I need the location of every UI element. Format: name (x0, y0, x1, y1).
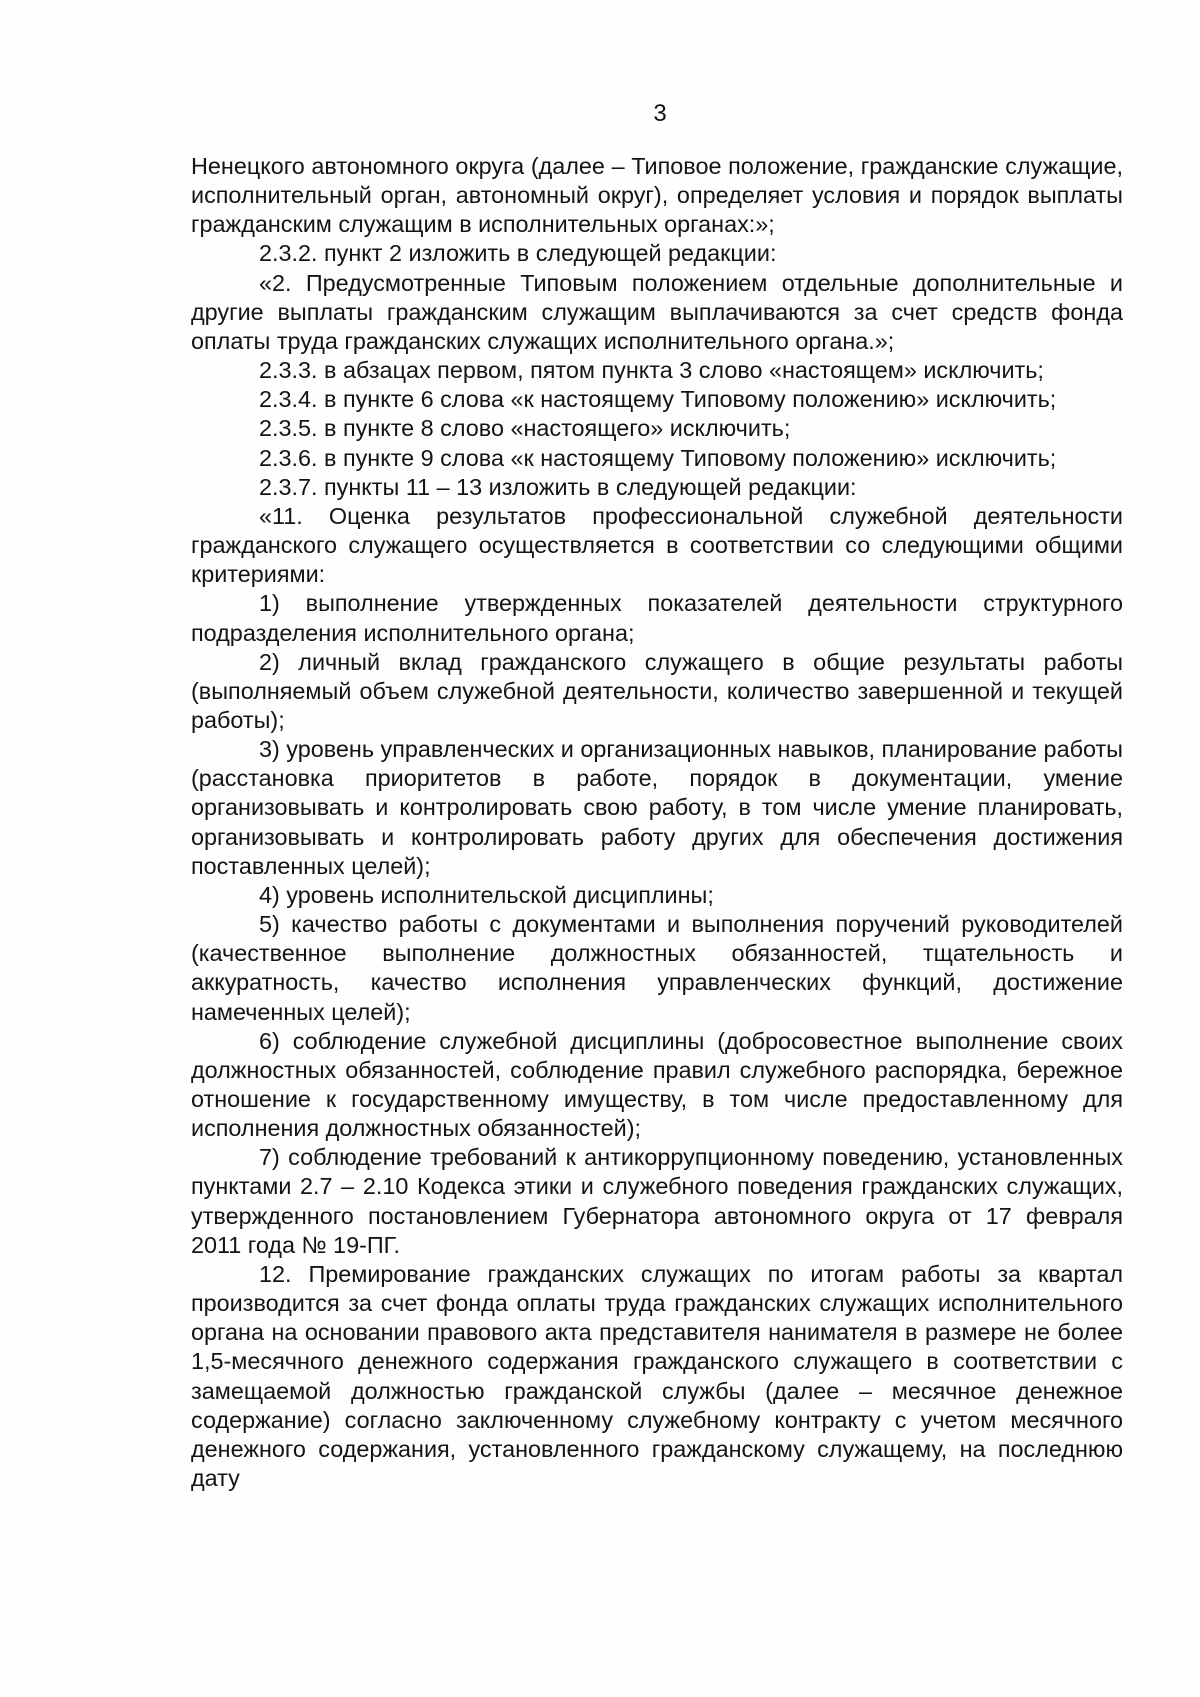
paragraph-point-11: «11. Оценка результатов профессиональной служебной деятельности гражданского служащего осуществляется в соответствии со следующими общими критериями: (191, 502, 1123, 588)
list-item-criterion-4: 4) уровень исполнительской дисциплины; (259, 881, 714, 908)
paragraph-intro-continuation: Ненецкого автономного округа (далее – Типовое положение, гражданские служащие, исполнительный орган, автономный округ), определяет условия и порядок выплаты гражданским служащим в исполнительных органах:»; (191, 153, 1123, 238)
paragraph-point-2: «2. Предусмотренные Типовым положением отдельные дополнительные и другие выплаты гражданским служащим выплачиваются за счет средств фонда оплаты труда гражданских служащих исполнительного органа.»; (191, 269, 1123, 354)
paragraph-2-3-7: 2.3.7. пункты 11 – 13 изложить в следующей редакции: (259, 473, 857, 500)
list-item-criterion-3: 3) уровень управленческих и организационных навыков, планирование работы (расстановка приоритетов в работе, порядок в документации, умение организовывать и контролировать свою работу, в том числе умение планировать, организовывать и контролировать работу других для обеспечения достижения поставленных целей); (191, 736, 1123, 879)
paragraph-point-12: 12. Премирование гражданских служащих по итогам работы за квартал производится за счет фонда оплаты труда гражданских служащих исполнительного органа на основании правового акта представителя нанимателя в размере не более 1,5-месячного денежного содержания гражданского служащего в соответствии с замещаемой должностью гражданской службы (далее – месячное денежное содержание) согласно заключенному служебному контракту с учетом месячного денежного содержания, установленного гражданскому служащему, на последнюю дату (191, 1260, 1123, 1492)
paragraph-2-3-3: 2.3.3. в абзацах первом, пятом пункта 3 слово «настоящем» исключить; (259, 357, 1044, 384)
paragraph-2-3-4: 2.3.4. в пункте 6 слова «к настоящему Типовому положению» исключить; (259, 386, 1057, 413)
list-item-criterion-6: 6) соблюдение служебной дисциплины (добросовестное выполнение своих должностных обязанностей, соблюдение правил служебного распорядка, бережное отношение к государственному имуществу, в том числе предоставленному для исполнения должностных обязанностей); (191, 1027, 1123, 1142)
list-item-criterion-5: 5) качество работы с документами и выполнения поручений руководителей (качественное выполнение должностных обязанностей, тщательность и аккуратность, качество исполнения управленческих функций, достижение намеченных целей); (191, 911, 1123, 1025)
page-number: 3 (653, 100, 667, 127)
paragraph-2-3-5: 2.3.5. в пункте 8 слово «настоящего» исключить; (259, 415, 791, 442)
paragraph-2-3-6: 2.3.6. в пункте 9 слова «к настоящему Типовому положению» исключить; (259, 444, 1057, 471)
list-item-criterion-7: 7) соблюдение требований к антикоррупционному поведению, установленных пунктами 2.7 – 2.10 Кодекса этики и служебного поведения гражданских служащих, утвержденного постановлением Губернатора автономного округа от 17 февраля 2011 года № 19-ПГ. (191, 1144, 1123, 1258)
list-item-criterion-1: 1) выполнение утвержденных показателей деятельности структурного подразделения исполнительного органа; (191, 590, 1123, 646)
paragraph-2-3-2: 2.3.2. пункт 2 изложить в следующей редакции: (259, 240, 777, 267)
list-item-criterion-2: 2) личный вклад гражданского служащего в общие результаты работы (выполняемый объем служебной деятельности, количество завершенной и текущей работы); (191, 648, 1123, 733)
document-body (191, 152, 1123, 1493)
